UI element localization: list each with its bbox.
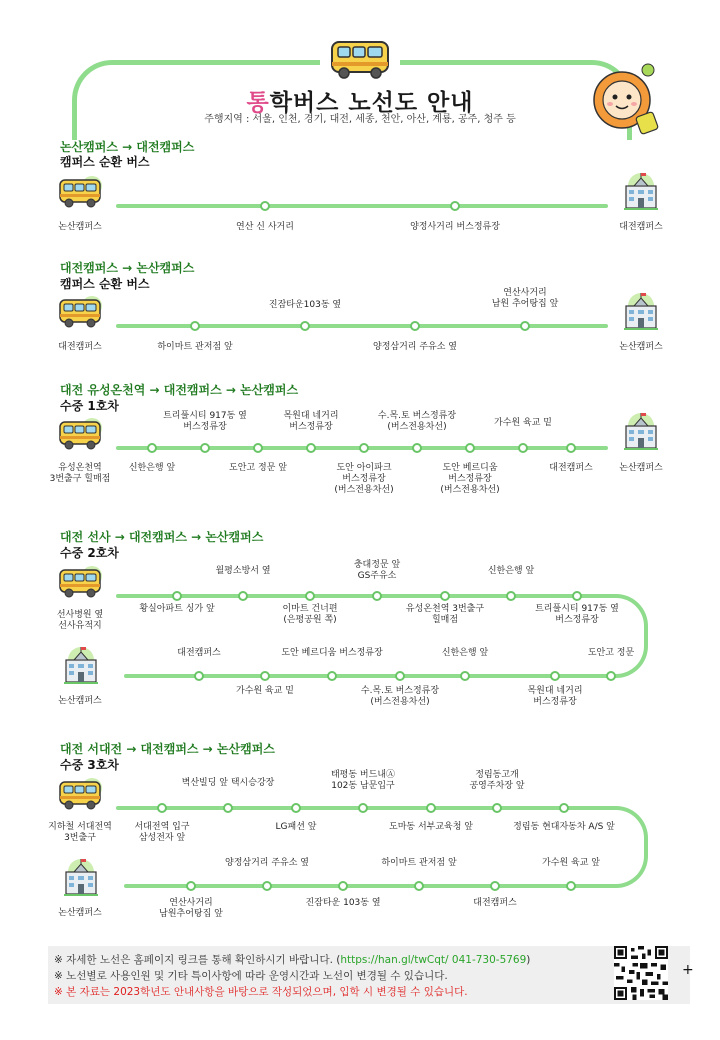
- stop-label: 신한은행 앞: [441, 648, 489, 658]
- bus-stop: [465, 443, 475, 453]
- stop-label: 연산사거리 남원 추어탕집 앞: [491, 288, 559, 309]
- qr-code-icon[interactable]: [612, 946, 670, 1000]
- start-stop-label: 논산캠퍼스: [58, 222, 102, 232]
- bus-stop: [520, 321, 530, 331]
- bus-stop: [566, 443, 576, 453]
- plus-mark: +: [682, 962, 694, 978]
- stop-label: 신한은행 앞: [128, 463, 176, 473]
- service-region: 주행지역 : 서울, 인천, 경기, 대전, 세종, 천안, 아산, 계룡, 공주, 청주 등: [204, 114, 516, 125]
- start-stop-label: 지하철 서대전역 3번출구: [48, 822, 112, 843]
- stop-label: 수.목.토 버스정류장 (버스전용차선): [377, 411, 457, 432]
- stop-label: 가수원 육교 밑: [494, 418, 552, 428]
- bus-stop: [305, 591, 315, 601]
- bus-stop: [338, 881, 348, 891]
- bus-stop: [262, 881, 272, 891]
- bus-icon: [58, 418, 104, 456]
- bus-stop: [412, 443, 422, 453]
- route-subtitle: 캠퍼스 순환 버스: [60, 155, 150, 169]
- bus-stop: [291, 803, 301, 813]
- stop-label: 목원대 네거리 버스정류장: [527, 686, 583, 707]
- bus-stop: [172, 591, 182, 601]
- campus-building-icon: [62, 646, 100, 690]
- page-title: 통학버스 노선도 안내: [246, 90, 474, 116]
- homepage-link[interactable]: https://han.gl/twCqt/ 041-730-5769: [340, 954, 527, 966]
- stop-label: 신한은행 앞: [487, 566, 535, 576]
- route-subtitle: 수중 3호차: [60, 758, 119, 772]
- stop-label: 양정삼거리 주유소 옆: [373, 342, 457, 352]
- stop-label: 황실아파트 싱가 앞: [139, 604, 215, 614]
- stop-label: 수.목.토 버스정류장 (버스전용차선): [360, 686, 440, 707]
- bus-stop: [260, 201, 270, 211]
- route-subtitle: 수중 2호차: [60, 546, 119, 560]
- stop-label: 정림동고개 공영주차장 앞: [469, 770, 525, 791]
- stop-label: 태평동 버드내Ⓐ 102동 남문입구: [330, 770, 396, 791]
- bus-stop: [157, 803, 167, 813]
- stop-label: 트리풀시티 917동 옆 버스정류장: [163, 411, 247, 432]
- stop-label: 도안 아이파크 버스정류장 (버스전용차선): [334, 463, 394, 495]
- bus-icon: [58, 176, 104, 214]
- campus-building-icon: [62, 858, 100, 902]
- end-stop-label: 논산캠퍼스: [619, 463, 663, 473]
- end-stop-label: 대전캠퍼스: [619, 222, 663, 232]
- stop-label: 벽산빌딩 앞 택시승강장: [181, 778, 275, 788]
- bus-stop: [300, 321, 310, 331]
- bus-stop: [190, 321, 200, 331]
- bus-stop: [414, 881, 424, 891]
- route-line: [124, 884, 616, 888]
- end-stop-label: 논산캠퍼스: [58, 696, 102, 706]
- bus-stop: [147, 443, 157, 453]
- stop-label: 진잠타운103동 옆: [268, 300, 342, 310]
- bus-stop: [606, 671, 616, 681]
- stop-label: 이마트 건너편 (은평공원 쪽): [282, 604, 338, 625]
- route-title: 대전캠퍼스 → 논산캠퍼스: [60, 261, 195, 275]
- stop-label: 도안 베르디움 버스정류장: [281, 648, 383, 658]
- stop-label: 진잠타운 103동 옆: [305, 898, 381, 908]
- start-stop-label: 대전캠퍼스: [58, 342, 102, 352]
- bus-icon: [58, 778, 104, 816]
- stop-label: 월평소방서 옆: [215, 566, 271, 576]
- bus-stop: [186, 881, 196, 891]
- route-title: 논산캠퍼스 → 대전캠퍼스: [60, 140, 195, 154]
- notice-warning: ※ 본 자료는 2023학년도 안내사항을 바탕으로 작성되었으며, 입학 시 변경될 수 있습니다.: [54, 986, 468, 998]
- notice-line: ※ 노선별로 사용인원 및 기타 특이사항에 따라 운영시간과 노선이 변경될 수 있습니다.: [54, 970, 448, 982]
- stop-label: 양정삼거리 주유소 옆: [225, 858, 309, 868]
- stop-label: 서대전역 입구 삼성전자 앞: [134, 822, 190, 843]
- stop-label: 연산사거리 남원추어탕집 앞: [159, 898, 223, 919]
- start-stop-label: 유성온천역 3번출구 힐매점: [49, 463, 111, 484]
- campus-building-icon: [622, 172, 660, 216]
- route-title: 대전 선사 → 대전캠퍼스 → 논산캠퍼스: [60, 530, 264, 544]
- stop-label: 하이마트 관저점 앞: [381, 858, 457, 868]
- route-subtitle: 캠퍼스 순환 버스: [60, 277, 150, 291]
- stop-label: 가수원 육교 앞: [542, 858, 600, 868]
- bus-stop: [359, 443, 369, 453]
- stop-label: 연산 신 사거리: [236, 222, 294, 232]
- stop-label: 가수원 육교 밑: [236, 686, 294, 696]
- bus-stop: [490, 881, 500, 891]
- stop-label: 대전캠퍼스: [473, 898, 517, 908]
- bus-icon: [58, 566, 104, 604]
- bus-stop: [440, 591, 450, 601]
- bus-stop: [566, 881, 576, 891]
- stop-label: 도안고 정문 앞: [229, 463, 287, 473]
- bus-stop: [327, 671, 337, 681]
- bus-stop: [395, 671, 405, 681]
- route-loop: [584, 806, 648, 888]
- notice-line: ※ 자세한 노선은 홈페이지 링크를 통해 확인하시기 바랍니다. (https://han.gl/twCqt/ 041-730-5769): [54, 954, 531, 966]
- bus-icon: [58, 296, 104, 334]
- stop-label: 도안고 정문: [587, 648, 635, 658]
- route-subtitle: 수중 1호차: [60, 399, 119, 413]
- campus-building-icon: [622, 412, 660, 456]
- bus-stop: [506, 591, 516, 601]
- route-title: 대전 서대전 → 대전캠퍼스 → 논산캠퍼스: [60, 742, 275, 756]
- route-line: [116, 204, 608, 208]
- bus-stop: [450, 201, 460, 211]
- bus-stop: [460, 671, 470, 681]
- bus-icon: [330, 40, 392, 80]
- end-stop-label: 논산캠퍼스: [58, 908, 102, 918]
- stop-label: 양정사거리 버스정류장: [410, 222, 500, 232]
- stop-label: 도마동 서부교육청 앞: [389, 822, 473, 832]
- bus-stop: [372, 591, 382, 601]
- bus-stop: [550, 671, 560, 681]
- bus-stop: [306, 443, 316, 453]
- start-stop-label: 선사병원 옆 선사유적지: [56, 610, 104, 631]
- stop-label: 충대정문 앞 GS주유소: [353, 560, 401, 581]
- end-stop-label: 논산캠퍼스: [619, 342, 663, 352]
- stop-label: 목원대 네거리 버스정류장: [283, 411, 339, 432]
- stop-label: 하이마트 관저점 앞: [157, 342, 233, 352]
- bus-stop: [194, 671, 204, 681]
- bus-stop: [223, 803, 233, 813]
- stop-label: 트리풀시티 917동 옆 버스정류장: [535, 604, 619, 625]
- bus-stop: [426, 803, 436, 813]
- stop-label: 대전캠퍼스: [177, 648, 221, 658]
- stop-label: 유성온천역 3번출구 힐매점: [405, 604, 485, 625]
- route-line: [116, 594, 616, 598]
- bus-stop: [253, 443, 263, 453]
- bus-stop: [260, 671, 270, 681]
- stop-label: 도안 베르디움 버스정류장 (버스전용차선): [440, 463, 500, 495]
- stop-label: LG패션 앞: [275, 822, 317, 832]
- stop-label: 정림동 현대자동차 A/S 앞: [513, 822, 615, 832]
- bus-stop: [410, 321, 420, 331]
- bus-stop: [358, 803, 368, 813]
- bus-stop: [200, 443, 210, 453]
- bus-stop: [518, 443, 528, 453]
- campus-building-icon: [622, 292, 660, 336]
- bus-stop: [572, 591, 582, 601]
- bus-stop: [559, 803, 569, 813]
- bus-stop: [238, 591, 248, 601]
- stop-label: 대전캠퍼스: [549, 463, 593, 473]
- bus-stop: [492, 803, 502, 813]
- route-title: 대전 유성온천역 → 대전캠퍼스 → 논산캠퍼스: [60, 383, 299, 397]
